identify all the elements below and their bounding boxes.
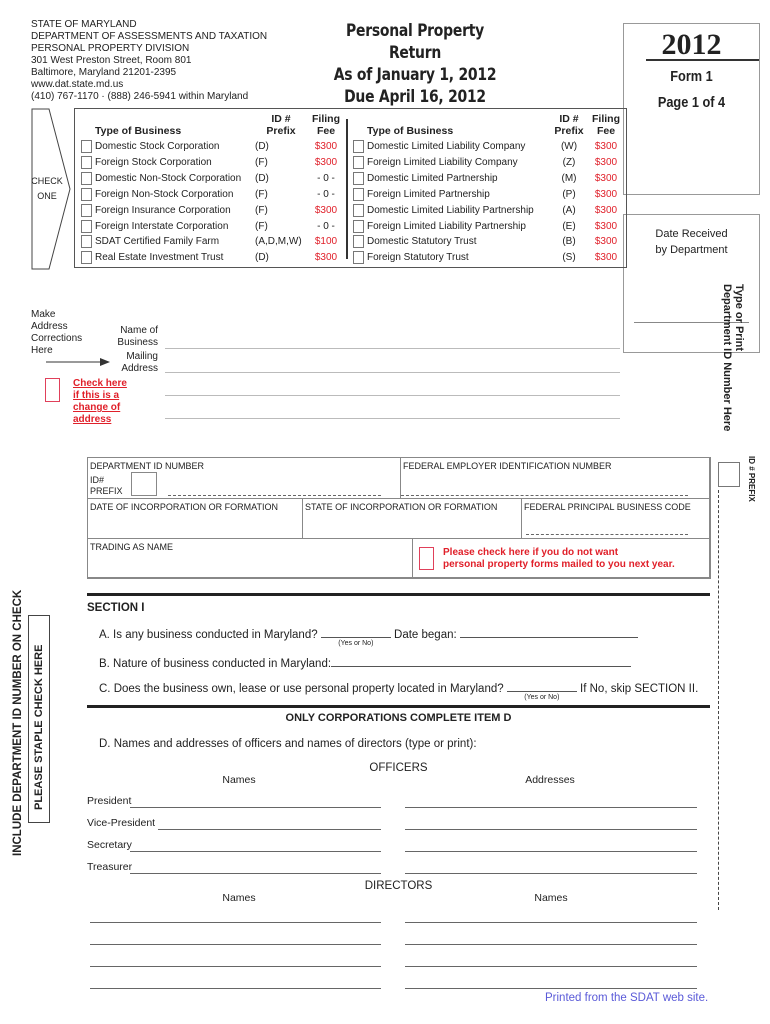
id-prefix: (A,D,M,W) bbox=[255, 236, 302, 247]
id-prefix: (W) bbox=[560, 141, 578, 152]
item-d-heading: ONLY CORPORATIONS COMPLETE ITEM D bbox=[285, 712, 512, 724]
state-incorporation-cell[interactable] bbox=[302, 498, 522, 539]
label-line: Mailing bbox=[126, 351, 158, 362]
nature-of-business-field[interactable] bbox=[331, 655, 631, 667]
officers-heading: OFFICERS bbox=[369, 762, 428, 774]
id-prefix: (S) bbox=[562, 252, 576, 263]
business-type-row[interactable] bbox=[75, 250, 625, 265]
question-b bbox=[99, 655, 631, 670]
label-line: address bbox=[73, 414, 112, 425]
business-type-label: Domestic Limited Partnership bbox=[367, 173, 498, 184]
no-forms-label bbox=[443, 547, 675, 571]
header-type: Type of Business bbox=[367, 125, 454, 137]
note-line: Corrections bbox=[31, 333, 83, 344]
agency-line: STATE OF MARYLAND bbox=[31, 19, 137, 30]
officer-address-field[interactable] bbox=[405, 829, 697, 830]
business-type-table bbox=[74, 108, 627, 268]
header-fee-label: Fee bbox=[316, 125, 336, 137]
question-c bbox=[99, 680, 699, 701]
mailing-address-field-1[interactable] bbox=[165, 372, 620, 373]
business-type-row[interactable] bbox=[75, 139, 625, 154]
id-prefix: (M) bbox=[561, 173, 577, 184]
owns-property-field[interactable] bbox=[507, 680, 577, 701]
header-fee bbox=[308, 113, 344, 137]
question-text: B. Nature of business conducted in Maryland: bbox=[99, 658, 332, 670]
director-name-field[interactable] bbox=[90, 922, 381, 923]
cell-label: DATE OF INCORPORATION OR FORMATION bbox=[90, 502, 278, 512]
yes-no-hint: (Yes or No) bbox=[338, 640, 374, 647]
mailing-address-label bbox=[100, 351, 158, 375]
form-title bbox=[321, 20, 510, 108]
make-corrections-note bbox=[31, 309, 82, 357]
business-in-maryland-field[interactable] bbox=[321, 626, 391, 647]
business-type-row[interactable] bbox=[75, 171, 625, 186]
filing-fee: $300 bbox=[594, 141, 618, 152]
id-prefix-input[interactable] bbox=[131, 472, 157, 496]
id-prefix: (F) bbox=[255, 205, 268, 216]
label-line: Please check here if you do not want bbox=[443, 547, 619, 558]
id-prefix: (B) bbox=[562, 236, 576, 247]
filing-fee: $100 bbox=[314, 236, 338, 247]
header-id bbox=[551, 113, 587, 137]
filing-fee: - 0 - bbox=[317, 189, 335, 200]
business-type-label: Domestic Limited Liability Partnership bbox=[367, 205, 534, 216]
agency-address bbox=[31, 19, 267, 103]
id-prefix-label: ID # PREFIX bbox=[747, 456, 756, 502]
filing-fee: $300 bbox=[314, 252, 338, 263]
names-column-label: Names bbox=[222, 774, 256, 786]
business-info-box bbox=[87, 457, 710, 578]
filing-fee: $300 bbox=[314, 157, 338, 168]
names-column-label: Names bbox=[534, 892, 568, 904]
checkbox[interactable] bbox=[353, 156, 364, 169]
label-line: Check here bbox=[73, 378, 127, 389]
fein-cell bbox=[400, 457, 711, 499]
business-type-row[interactable] bbox=[75, 234, 625, 249]
check-one-label: CHECK bbox=[31, 176, 63, 186]
checkbox[interactable] bbox=[353, 188, 364, 201]
mailing-address-field-3[interactable] bbox=[165, 418, 620, 419]
divider bbox=[87, 705, 710, 708]
label-line: personal property forms mailed to you next year. bbox=[443, 559, 675, 570]
business-type-label: Foreign Limited Liability Partnership bbox=[367, 221, 526, 232]
label-line: Address bbox=[121, 363, 158, 374]
year: 2012 bbox=[661, 28, 722, 61]
officer-name-field[interactable] bbox=[130, 873, 381, 874]
divider bbox=[87, 593, 710, 596]
officer-role-label: Secretary bbox=[87, 839, 132, 851]
label-line: change of bbox=[73, 402, 121, 413]
header-id-label: ID # bbox=[271, 113, 291, 125]
id-prefix: (D) bbox=[255, 141, 269, 152]
checkbox[interactable] bbox=[353, 140, 364, 153]
department-id-input[interactable] bbox=[168, 495, 381, 496]
header-id bbox=[255, 113, 307, 137]
addresses-column-label: Addresses bbox=[525, 774, 575, 786]
checkbox[interactable] bbox=[353, 172, 364, 185]
fein-input[interactable] bbox=[401, 495, 688, 496]
business-type-row[interactable] bbox=[75, 187, 625, 202]
id-prefix: (Z) bbox=[562, 157, 576, 168]
question-a bbox=[99, 626, 638, 647]
filing-fee: $300 bbox=[594, 252, 618, 263]
divider bbox=[646, 59, 759, 61]
director-name-field[interactable] bbox=[405, 922, 697, 923]
label-line: if this is a bbox=[73, 390, 120, 401]
check-one-arrow bbox=[31, 108, 73, 270]
change-of-address-checkbox[interactable] bbox=[45, 378, 60, 402]
header-fee bbox=[588, 113, 624, 137]
date-began-field[interactable] bbox=[460, 626, 638, 638]
change-of-address-label bbox=[73, 378, 127, 426]
question-d: D. Names and addresses of officers and names of directors (type or print): bbox=[99, 738, 477, 750]
checkbox[interactable] bbox=[353, 204, 364, 217]
date-received-label: Date Received bbox=[655, 228, 728, 240]
filing-fee: $300 bbox=[314, 141, 338, 152]
agency-line: 301 West Preston Street, Room 801 bbox=[31, 55, 192, 66]
type-or-print-note bbox=[721, 284, 745, 431]
business-type-label: Foreign Non-Stock Corporation bbox=[95, 189, 234, 200]
business-type-label: Domestic Stock Corporation bbox=[95, 141, 220, 152]
date-began-label: Date began: bbox=[394, 629, 457, 641]
director-name-field[interactable] bbox=[405, 988, 697, 989]
header-prefix-label: Prefix bbox=[554, 125, 584, 137]
officer-role-label: President bbox=[87, 795, 132, 807]
page-number: Page 1 of 4 bbox=[657, 94, 726, 111]
business-type-label: Foreign Stock Corporation bbox=[95, 157, 212, 168]
business-code-input[interactable] bbox=[526, 534, 688, 535]
id-prefix: (A) bbox=[562, 205, 576, 216]
title-line: Due April 16, 2012 bbox=[344, 87, 486, 107]
department-id-field[interactable] bbox=[718, 490, 719, 910]
trading-as-name-cell[interactable] bbox=[87, 538, 413, 579]
directors-heading: DIRECTORS bbox=[364, 880, 433, 892]
business-type-row[interactable] bbox=[75, 219, 625, 234]
agency-line: (410) 767-1170 · (888) 246-5941 within Maryland bbox=[31, 91, 249, 102]
note-line: Here bbox=[31, 345, 53, 356]
arrow-shape-icon bbox=[31, 108, 73, 270]
filing-fee: $300 bbox=[314, 205, 338, 216]
cell-label: STATE OF INCORPORATION OR FORMATION bbox=[305, 502, 498, 512]
printed-from-footer: Printed from the SDAT web site. bbox=[545, 992, 709, 1004]
checkbox[interactable] bbox=[353, 235, 364, 248]
business-type-row[interactable] bbox=[75, 155, 625, 170]
director-name-field[interactable] bbox=[90, 966, 381, 967]
officer-address-field[interactable] bbox=[405, 807, 697, 808]
skip-note: If No, skip SECTION II. bbox=[580, 683, 699, 695]
filing-fee: - 0 - bbox=[317, 221, 335, 232]
header-type: Type of Business bbox=[95, 125, 182, 137]
label-line: Name of bbox=[120, 325, 158, 336]
director-name-field[interactable] bbox=[405, 966, 697, 967]
note-line: Address bbox=[31, 321, 68, 332]
business-type-label: SDAT Certified Family Farm bbox=[95, 236, 220, 247]
id-prefix-box[interactable] bbox=[718, 462, 740, 487]
agency-line: DEPARTMENT OF ASSESSMENTS AND TAXATION bbox=[31, 31, 268, 42]
filing-fee: $300 bbox=[594, 157, 618, 168]
cell-label: FEDERAL PRINCIPAL BUSINESS CODE bbox=[524, 502, 691, 512]
director-name-field[interactable] bbox=[90, 988, 381, 989]
name-of-business-label bbox=[100, 325, 158, 349]
officer-address-field[interactable] bbox=[405, 873, 697, 874]
date-received-label: by Department bbox=[655, 244, 728, 256]
id-prefix: (P) bbox=[562, 189, 576, 200]
business-type-label: Foreign Insurance Corporation bbox=[95, 205, 231, 216]
check-one-label: ONE bbox=[37, 191, 57, 201]
cell-label: TRADING AS NAME bbox=[90, 542, 174, 552]
note-line: Type or Print bbox=[733, 284, 745, 352]
no-forms-checkbox[interactable] bbox=[419, 547, 434, 570]
business-name-field[interactable] bbox=[165, 348, 620, 349]
agency-line: PERSONAL PROPERTY DIVISION bbox=[31, 43, 190, 54]
id-prefix: (D) bbox=[255, 173, 269, 184]
names-column-label: Names bbox=[222, 892, 256, 904]
business-type-label: Foreign Statutory Trust bbox=[367, 252, 469, 263]
id-prefix: (E) bbox=[562, 221, 576, 232]
header-id-label: ID # bbox=[559, 113, 579, 125]
filing-fee: $300 bbox=[594, 221, 618, 232]
header-prefix-label: Prefix bbox=[266, 125, 296, 137]
cell-label: ID# bbox=[90, 475, 105, 485]
filing-fee: $300 bbox=[594, 236, 618, 247]
business-type-label: Real Estate Investment Trust bbox=[95, 252, 224, 263]
header-fee-label: Fee bbox=[596, 125, 616, 137]
year-box bbox=[623, 23, 760, 195]
id-prefix: (F) bbox=[255, 221, 268, 232]
officer-role-label: Vice-President bbox=[87, 817, 156, 829]
cell-label: PREFIX bbox=[90, 486, 123, 496]
label-line: Business bbox=[117, 337, 158, 348]
include-dept-id-note: INCLUDE DEPARTMENT ID NUMBER ON CHECK bbox=[12, 589, 24, 856]
business-type-label: Foreign Limited Liability Company bbox=[367, 157, 518, 168]
officer-name-field[interactable] bbox=[130, 851, 381, 852]
question-text: C. Does the business own, lease or use personal property located in Maryland? bbox=[99, 683, 504, 695]
director-name-field[interactable] bbox=[90, 944, 381, 945]
checkbox[interactable] bbox=[353, 251, 364, 264]
officer-role-label: Treasurer bbox=[87, 861, 133, 873]
director-name-field[interactable] bbox=[405, 944, 697, 945]
filing-fee: $300 bbox=[594, 189, 618, 200]
date-incorporation-cell[interactable] bbox=[87, 498, 303, 539]
id-prefix: (D) bbox=[255, 252, 269, 263]
staple-check-label: PLEASE STAPLE CHECK HERE bbox=[33, 644, 45, 810]
business-type-label: Foreign Limited Partnership bbox=[367, 189, 490, 200]
principal-business-code-cell bbox=[521, 498, 711, 539]
business-type-label: Domestic Limited Liability Company bbox=[367, 141, 526, 152]
title-line: Personal Property Return bbox=[346, 21, 484, 63]
business-type-row[interactable] bbox=[75, 203, 625, 218]
id-prefix: (F) bbox=[255, 157, 268, 168]
mailing-address-field-2[interactable] bbox=[165, 395, 620, 396]
note-line: Make bbox=[31, 309, 56, 320]
business-type-label: Foreign Interstate Corporation bbox=[95, 221, 229, 232]
filing-fee: - 0 - bbox=[317, 173, 335, 184]
filing-fee: $300 bbox=[594, 205, 618, 216]
officer-name-field[interactable] bbox=[158, 829, 381, 830]
agency-line: Baltimore, Maryland 21201-2395 bbox=[31, 67, 177, 78]
business-type-label: Domestic Statutory Trust bbox=[367, 236, 477, 247]
agency-line: www.dat.state.md.us bbox=[31, 79, 124, 90]
header-fee-label: Filing bbox=[312, 113, 340, 125]
title-line: As of January 1, 2012 bbox=[333, 65, 497, 85]
officer-name-field[interactable] bbox=[130, 807, 381, 808]
id-prefix-text bbox=[90, 475, 123, 497]
id-prefix: (F) bbox=[255, 189, 268, 200]
cell-label: FEDERAL EMPLOYER IDENTIFICATION NUMBER bbox=[403, 461, 612, 471]
section-title: SECTION I bbox=[87, 602, 145, 614]
officer-address-field[interactable] bbox=[405, 851, 697, 852]
header-fee-label: Filing bbox=[592, 113, 620, 125]
form-number: Form 1 bbox=[670, 68, 713, 85]
cell-label: DEPARTMENT ID NUMBER bbox=[90, 461, 205, 471]
question-text: A. Is any business conducted in Maryland? bbox=[99, 629, 318, 641]
yes-no-hint: (Yes or No) bbox=[524, 694, 560, 701]
no-forms-cell bbox=[412, 538, 711, 579]
department-id-cell bbox=[87, 457, 401, 499]
filing-fee: $300 bbox=[594, 173, 618, 184]
note-line: Department ID Number Here bbox=[721, 284, 733, 432]
checkbox[interactable] bbox=[353, 220, 364, 233]
business-type-label: Domestic Non-Stock Corporation bbox=[95, 173, 242, 184]
